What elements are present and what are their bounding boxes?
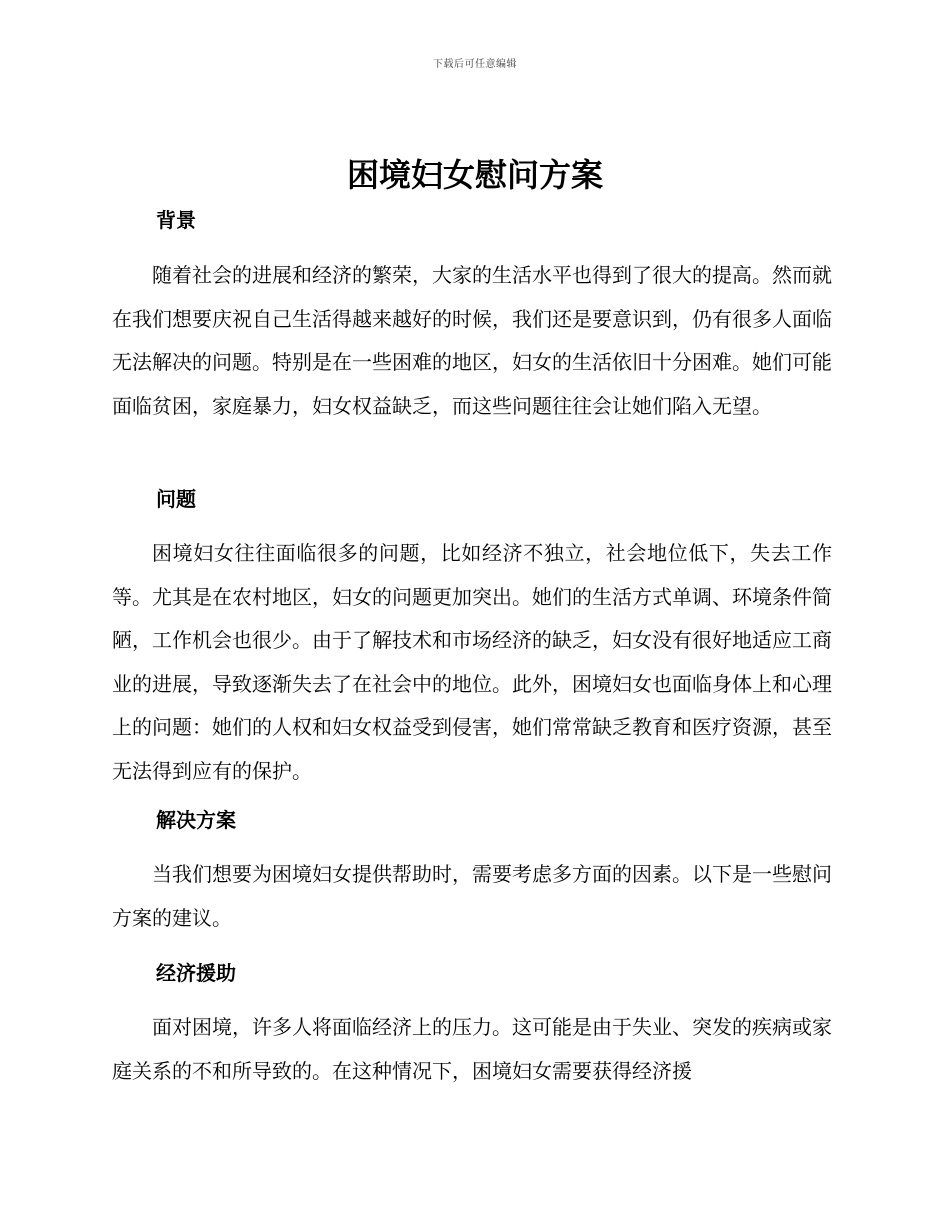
section-solution (112, 800, 832, 940)
section-heading: 解决方案 (156, 808, 236, 832)
section-problem (112, 479, 832, 793)
header-note: 下载后可任意编辑 (433, 59, 517, 70)
section-paragraph: 困境妇女往往面临很多的问题，比如经济不独立，社会地位低下，失去工作等。尤其是在农村地区，妇女的问题更加突出。她们的生活方式单调、环境条件简陋，工作机会也很少。由于了解技术和市场经济的缺乏，妇女没有很好地适应工商业的进展，导致逐渐失去了在社会中的地位。此外，困境妇女也面临身体上和心理上的问题：她们的人权和妇女权益受到侵害，她们常常缺乏教育和医疗资源，甚至无法得到应有的保护。 (112, 541, 832, 783)
section-paragraph: 当我们想要为困境妇女提供帮助时，需要考虑多方面的因素。以下是一些慰问方案的建议。 (112, 862, 832, 930)
section-heading: 经济援助 (156, 961, 236, 985)
section-paragraph: 随着社会的进展和经济的繁荣，大家的生活水平也得到了很大的提高。然而就在我们想要庆祝自己生活得越来越好的时候，我们还是要意识到，仍有很多人面临无法解决的问题。特别是在一些困难的地区，妇女的生活依旧十分困难。她们可能面临贫困，家庭暴力，妇女权益缺乏，而这些问题往往会让她们陷入无望。 (112, 263, 832, 418)
document-title: 困境妇女慰问方案 (346, 156, 603, 194)
section-heading: 背景 (156, 208, 196, 232)
section-background (112, 200, 832, 428)
section-heading: 问题 (156, 487, 196, 511)
section-paragraph: 面对困境，许多人将面临经济上的压力。这可能是由于失业、突发的疾病或家庭关系的不和所导致的。在这种情况下，困境妇女需要获得经济援 (112, 1015, 832, 1083)
section-economic-aid (112, 953, 832, 1093)
